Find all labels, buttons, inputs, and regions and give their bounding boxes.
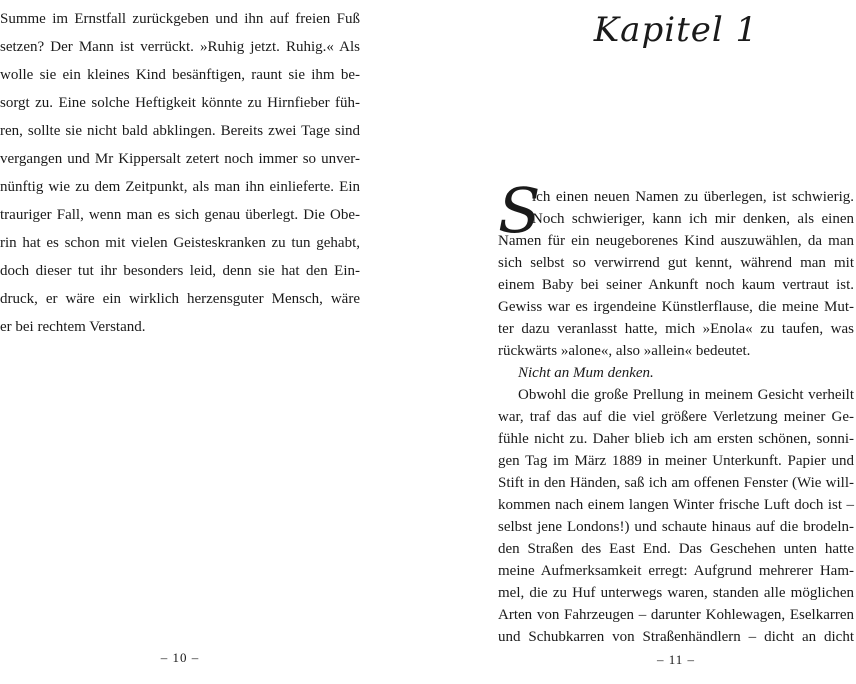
text-line: sorgt zu. Eine solche Heftigkeit könnte zu Hirnfieber füh-	[0, 95, 360, 111]
text-line: den Straßen des East End. Das Geschehen unten hatte	[498, 541, 854, 557]
text-line: sich selbst so verwirrend gut kennt, während man mit	[498, 255, 854, 271]
drop-cap: S	[498, 174, 541, 247]
text-line: nünftig wie zu dem Zeitpunkt, als man ihn einlieferte. Ein	[0, 179, 360, 195]
italic-line: Nicht an Mum denken.	[518, 365, 654, 381]
text-line: ren, sollte sie nicht bald abklingen. Bereits zwei Tage sind	[0, 123, 360, 139]
text-line: vergangen und Mr Kippersalt zetert noch immer so unver-	[0, 151, 360, 167]
text-line: rin hat es schon mit vielen Geisteskranken zu tun gehabt,	[0, 235, 360, 251]
text-line: mel, die zu Huf unterwegs waren, standen alle möglichen	[498, 585, 854, 601]
chapter-title: Kapitel 1	[593, 10, 759, 50]
text-line: trauriger Fall, wenn man es sich genau überlegt. Die Obe-	[0, 207, 360, 223]
left-page	[0, 0, 360, 684]
right-page	[498, 0, 854, 684]
text-line: meine Aufmerksamkeit erregt: Aufgrund mehrerer Ham-	[498, 563, 854, 579]
text-line: ter dazu veranlasst hatte, mich »Enola« zu taufen, was	[498, 321, 854, 337]
text-line: druck, er wäre ein wirklich herzensguter Mensch, wäre	[0, 291, 360, 307]
text-line: und Schubkarren von Straßenhändlern – dicht an dicht	[498, 629, 854, 645]
text-line: kommen nach einem langen Winter frische Luft doch ist –	[498, 497, 854, 513]
text-line: ich einen neuen Namen zu überlegen, ist schwierig.	[532, 189, 854, 205]
page-number: – 10 –	[160, 650, 200, 665]
text-line: Namen für ein neugeborenes Kind auszuwählen, da man	[498, 233, 854, 249]
text-line: war, traf das auf die viel größere Verletzung meiner Ge-	[498, 409, 854, 425]
text-line: fühle nicht zu. Daher blieb ich am ersten schönen, sonni-	[498, 431, 854, 447]
text-line: Obwohl die große Prellung in meinem Gesicht verheilt	[518, 387, 854, 403]
text-line: Gewiss war es irgendeine Künstlerflause, die meine Mut-	[498, 299, 854, 315]
text-line: Arten von Fahrzeugen – darunter Kohlewagen, Eselkarren	[498, 607, 854, 623]
page-number: – 11 –	[656, 652, 696, 667]
text-line: Noch schwieriger, kann ich mir denken, als einen	[532, 211, 854, 227]
text-line: setzen? Der Mann ist verrückt. »Ruhig jetzt. Ruhig.« Als	[0, 39, 360, 55]
text-line: wolle sie ein kleines Kind besänftigen, raunt sie ihm be-	[0, 67, 360, 83]
text-line: er bei rechtem Verstand.	[0, 319, 146, 335]
text-line: einem Baby bei seiner Ankunft noch kaum vertraut ist.	[498, 277, 854, 293]
text-line: gen Tag im März 1889 in meiner Unterkunft. Papier und	[498, 453, 854, 469]
text-line: Summe im Ernstfall zurückgeben und ihn auf freien Fuß	[0, 11, 360, 27]
text-line: doch dieser tut ihr besonders leid, denn sie hat den Ein-	[0, 263, 360, 279]
text-line: Stift in den Händen, saß ich am offenen Fenster (Wie will-	[498, 475, 854, 491]
text-line: selbst jene Londons!) und schaute hinaus auf die brodeln-	[498, 519, 854, 535]
text-line: rückwärts »alone«, also »allein« bedeutet.	[498, 343, 751, 359]
